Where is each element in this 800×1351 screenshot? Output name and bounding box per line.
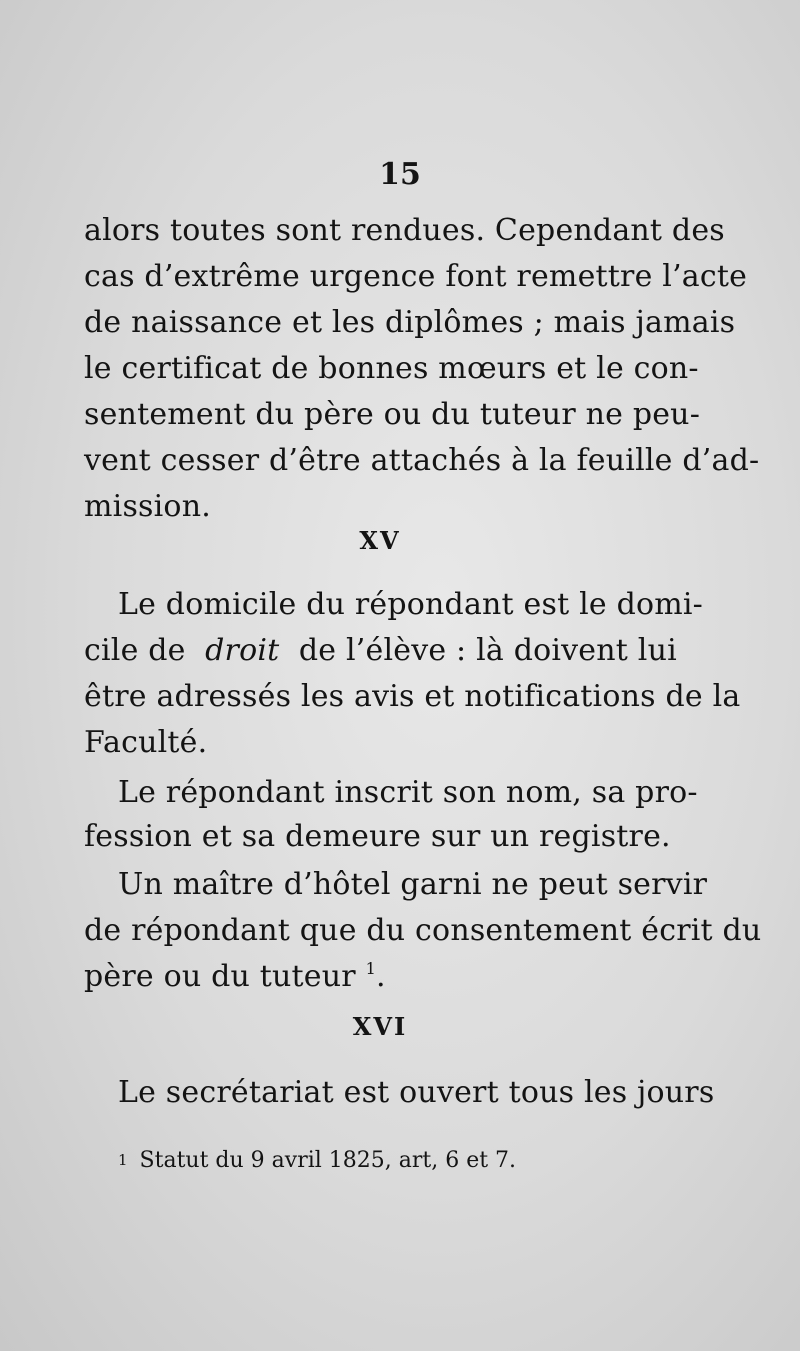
footnote-number: 1 bbox=[118, 1151, 128, 1169]
text-line: de naissance et les diplômes ; mais jamais bbox=[84, 305, 736, 340]
footnote bbox=[118, 1148, 516, 1173]
footnote-marker: 1 bbox=[365, 959, 376, 978]
text-line: mission. bbox=[84, 489, 211, 524]
text-line: être adressés les avis et notifications de la bbox=[84, 679, 741, 714]
text-segment: de l’élève : là doivent lui bbox=[298, 633, 677, 668]
text-line: sentement du père ou du tuteur ne peu- bbox=[84, 397, 701, 432]
text-line: cas d’extrême urgence font remettre l’acte bbox=[84, 259, 748, 294]
text-line: de répondant que du consentement écrit du bbox=[84, 913, 762, 948]
text-line: Le secrétariat est ouvert tous les jours bbox=[118, 1075, 715, 1110]
footnote-text: Statut du 9 avril 1825, art, 6 et 7. bbox=[139, 1148, 517, 1173]
text-line: Un maître d’hôtel garni ne peut servir bbox=[118, 867, 708, 902]
text-line: Faculté. bbox=[84, 725, 208, 760]
text-line: Le répondant inscrit son nom, sa pro- bbox=[118, 775, 698, 810]
italic-word: droit bbox=[205, 633, 280, 668]
text-segment: père ou du tuteur bbox=[84, 959, 356, 994]
section-heading-xv: XV bbox=[359, 526, 401, 555]
text-line: vent cesser d’être attachés à la feuille d’ad- bbox=[84, 443, 760, 478]
text-line bbox=[84, 633, 677, 668]
section-heading-xvi: XVI bbox=[352, 1012, 408, 1041]
text-line: fession et sa demeure sur un registre. bbox=[84, 819, 671, 854]
text-line: le certificat de bonnes mœurs et le con- bbox=[84, 351, 699, 386]
page-number: 15 bbox=[379, 157, 421, 192]
text-line: alors toutes sont rendues. Cependant des bbox=[84, 213, 725, 248]
text-line bbox=[84, 959, 668, 994]
text-segment: cile de bbox=[84, 633, 186, 668]
text-line: Le domicile du répondant est le domi- bbox=[118, 587, 704, 622]
text-segment: . bbox=[375, 959, 386, 994]
